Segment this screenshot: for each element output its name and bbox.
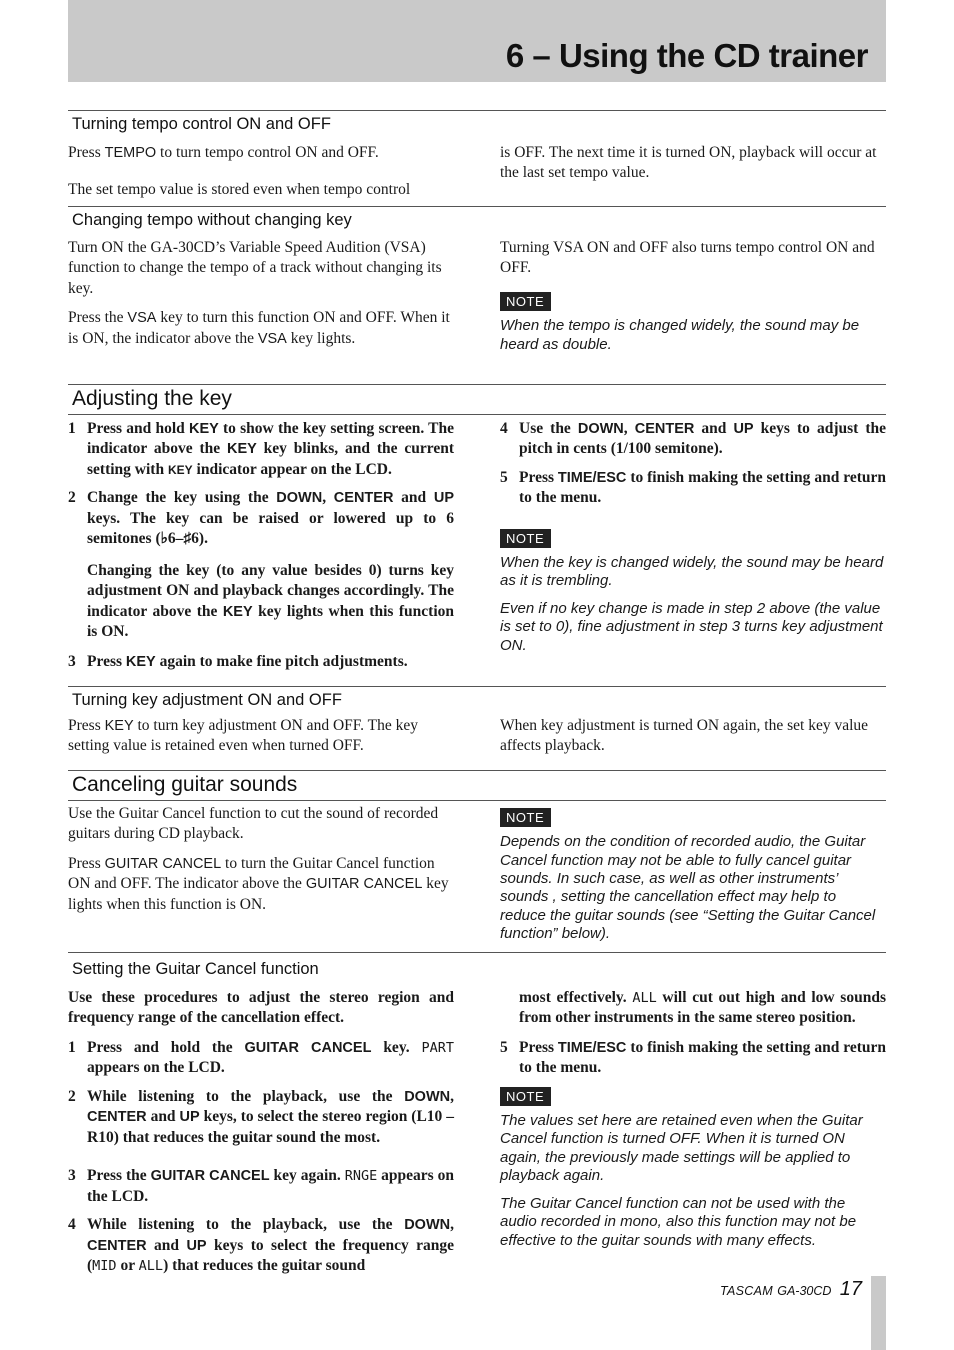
heading-adjusting-key: Adjusting the key bbox=[72, 387, 232, 410]
section-divider bbox=[68, 952, 886, 953]
steps-list bbox=[500, 419, 886, 509]
tempo-onoff-left-column bbox=[68, 143, 454, 210]
tempo-vsa-right-column bbox=[500, 238, 886, 363]
step-item: 2 While listening to the playback, use the DOWN, CENTER and UP keys, to select the stereo region (L10 – R10) that reduces the guitar sound the most. bbox=[68, 1087, 454, 1146]
page-number: 17 bbox=[839, 1278, 862, 1300]
step-continuation: Changing the key (to any value besides 0) turns key adjustment ON and playback changes accordingly. The indicator above the KEY key lights when this function is ON. bbox=[87, 561, 455, 641]
page-side-tab bbox=[871, 1276, 886, 1350]
chapter-header-band bbox=[68, 0, 886, 82]
steps-list bbox=[68, 1038, 454, 1277]
key-vsa: VSA bbox=[127, 310, 157, 327]
guitar-setting-right-column bbox=[500, 988, 886, 1259]
heading-tempo-vsa: Changing tempo without changing key bbox=[72, 211, 352, 229]
adjusting-key-left-column bbox=[68, 419, 454, 680]
paragraph: Press GUITAR CANCEL to turn the Guitar Cancel function ON and OFF. The indicator above the GUITAR CANCEL key lights when this function is ON. bbox=[68, 854, 449, 913]
paragraph: Turn ON the GA-30CD’s Variable Speed Audition (VSA) function to change the tempo of a track without changing its key. bbox=[68, 239, 442, 297]
section-divider bbox=[68, 110, 886, 111]
tempo-vsa-left-column bbox=[68, 238, 454, 358]
guitar-setting-left-column bbox=[68, 988, 454, 1284]
steps-list bbox=[68, 652, 454, 672]
brand-name: TASCAM bbox=[719, 1284, 773, 1298]
note-badge: NOTE bbox=[500, 1087, 551, 1106]
section-divider bbox=[68, 686, 886, 687]
lcd-text: RNGE bbox=[344, 1168, 378, 1185]
step-item: 3 Press the GUITAR CANCEL key again. RNGE appears on the LCD. bbox=[68, 1167, 454, 1205]
key-vsa: VSA bbox=[257, 330, 287, 347]
paragraph: When key adjustment is turned ON again, the set key value affects playback. bbox=[500, 717, 869, 755]
note-badge: NOTE bbox=[500, 292, 551, 311]
note-text: The values set here are retained even when the Guitar Cancel function is turned OFF. When it is turned ON again, the previously made settings will be applied to playback again. bbox=[500, 1111, 863, 1185]
steps-list bbox=[500, 1038, 886, 1079]
step-item: 5 Press TIME/ESC to finish making the setting and return to the menu. bbox=[500, 468, 886, 507]
lcd-text: MID bbox=[92, 1257, 117, 1274]
key-onoff-left-column bbox=[68, 716, 454, 766]
section-divider bbox=[68, 800, 886, 801]
step-item: 3 Press KEY again to make fine pitch adjustments. bbox=[68, 652, 408, 670]
guitar-cancel-left-column bbox=[68, 804, 454, 924]
step-item: 1 Press and hold the GUITAR CANCEL key. PART appears on the LCD. bbox=[68, 1038, 454, 1077]
key-tempo: TEMPO bbox=[104, 145, 157, 161]
tempo-onoff-right-column bbox=[500, 143, 886, 193]
section-divider bbox=[68, 206, 886, 207]
note-text: Depends on the condition of recorded audio, the Guitar Cancel function may not be able to fully cancel guitar sounds. In such case, as well as other instruments’ sounds , setting the cancellation effect may help to reduce the guitar sounds (see “Setting the Guitar Cancel function” below). bbox=[500, 833, 876, 943]
note-badge: NOTE bbox=[500, 808, 551, 827]
heading-key-onoff: Turning key adjustment ON and OFF bbox=[72, 691, 342, 709]
paragraph: Turning VSA ON and OFF also turns tempo control ON and OFF. bbox=[500, 239, 875, 277]
heading-guitar-setting: Setting the Guitar Cancel function bbox=[72, 960, 319, 978]
paragraph: Press TEMPO to turn tempo control ON and OFF. bbox=[68, 144, 379, 161]
paragraph: Press the VSA key to turn this function ON and OFF. When it is ON, the indicator above the VSA key lights. bbox=[68, 309, 450, 347]
intro-paragraph: Use these procedures to adjust the stereo region and frequency range of the cancellation effect. bbox=[68, 989, 454, 1027]
step-item: 4 While listening to the playback, use the DOWN, CENTER and UP keys to select the frequency range (MID or ALL) that reduces the guitar sound bbox=[68, 1216, 454, 1274]
model-name: GA-30CD bbox=[777, 1284, 832, 1298]
guitar-cancel-right-column bbox=[500, 804, 886, 953]
step-item: 5 Press TIME/ESC to finish making the setting and return to the menu. bbox=[500, 1038, 886, 1077]
step-item: 4 Use the DOWN, CENTER and UP keys to adjust the pitch in cents (1/100 semitone). bbox=[500, 420, 887, 458]
steps-list bbox=[68, 419, 454, 550]
paragraph: The set tempo value is stored even when tempo control bbox=[68, 181, 411, 199]
adjusting-key-right-column bbox=[500, 419, 886, 664]
note-text: When the tempo is changed widely, the sound may be heard as double. bbox=[500, 317, 860, 353]
paragraph: Use the Guitar Cancel function to cut the sound of recorded guitars during CD playback. bbox=[68, 805, 439, 843]
note-text: The Guitar Cancel function can not be used with the audio recorded in mono, also this function may not be effective to the guitar sounds with many effects. bbox=[500, 1194, 857, 1249]
key-onoff-right-column bbox=[500, 716, 886, 766]
section-divider bbox=[68, 414, 886, 415]
step-item: 1 Press and hold KEY to show the key setting screen. The indicator above the KEY key blinks, and the current setting with KEY indicator appear on the LCD. bbox=[68, 420, 454, 478]
step-item: 2 Change the key using the DOWN, CENTER and UP keys. The key can be raised or lowered up to 6 semitones (♭6–♯6). bbox=[68, 489, 454, 548]
note-text: When the key is changed widely, the sound may be heard as it is trembling. bbox=[500, 553, 884, 590]
paragraph: Press KEY to turn key adjustment ON and OFF. The key setting value is retained even when turned OFF. bbox=[68, 717, 418, 755]
chapter-title: 6 – Using the CD trainer bbox=[505, 37, 868, 74]
lcd-key-indicator: KEY bbox=[167, 462, 193, 477]
heading-guitar-cancel: Canceling guitar sounds bbox=[72, 773, 298, 796]
page-footer bbox=[720, 1276, 862, 1302]
lcd-text: ALL bbox=[138, 1257, 164, 1274]
heading-tempo-onoff: Turning tempo control ON and OFF bbox=[72, 115, 331, 133]
step-continuation: most effectively. ALL will cut out high and low sounds from other instruments in the same stereo position. bbox=[519, 989, 886, 1027]
note-text: Even if no key change is made in step 2 above (the value is set to 0), fine adjustment in step 3 turns key adjustment ON. bbox=[500, 599, 883, 654]
paragraph: is OFF. The next time it is turned ON, playback will occur at the last set tempo value. bbox=[500, 144, 877, 182]
lcd-text: ALL bbox=[632, 990, 657, 1006]
lcd-text: PART bbox=[421, 1039, 454, 1056]
note-badge: NOTE bbox=[500, 529, 551, 548]
